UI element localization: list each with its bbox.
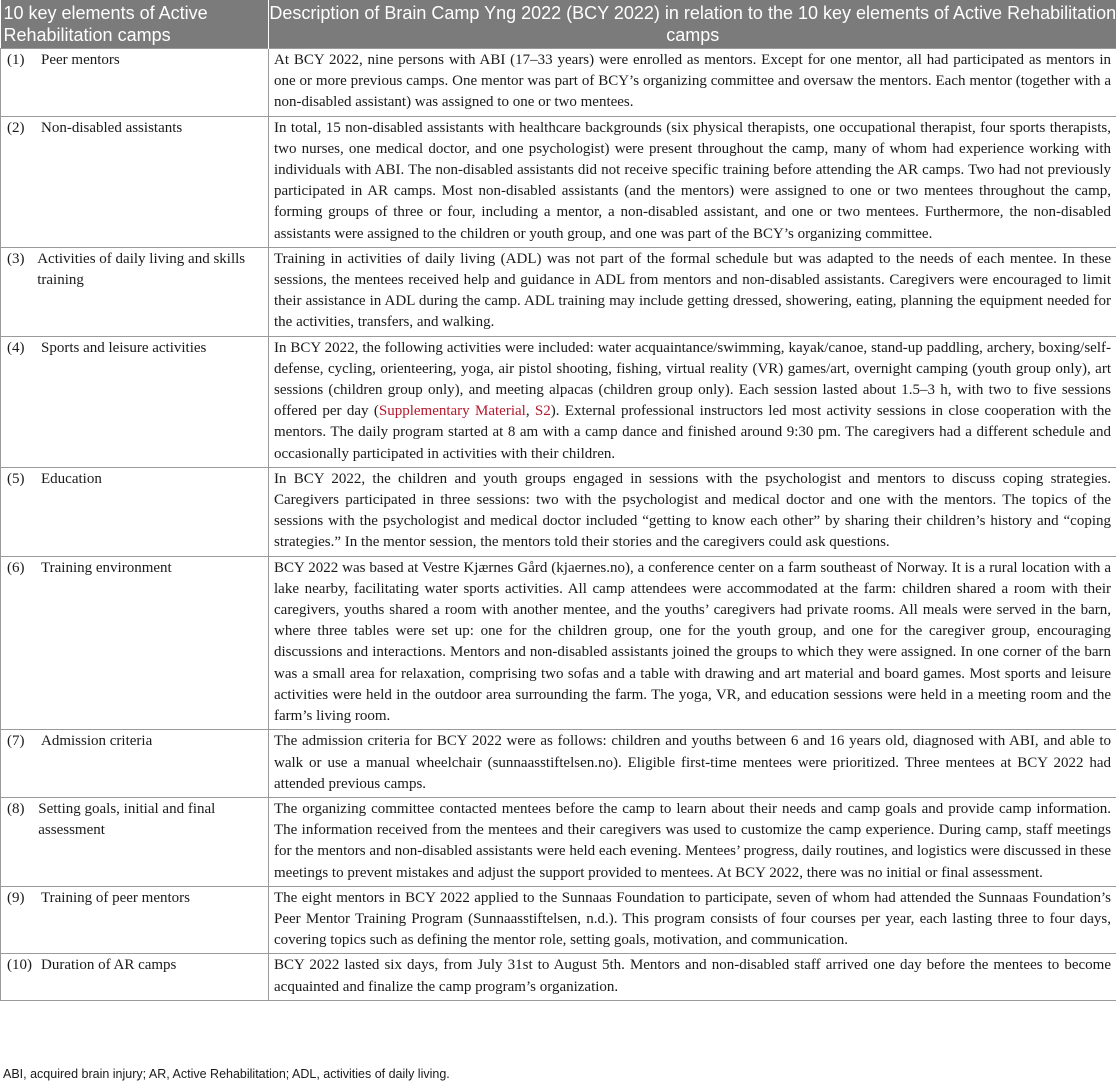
table-footnote: ABI, acquired brain injury; AR, Active Rehabilitation; ADL, activities of daily living. xyxy=(3,1067,450,1081)
table-row xyxy=(1,116,1116,247)
element-cell xyxy=(1,556,269,730)
element-name: Training of peer mentors xyxy=(41,889,191,906)
element-name: Sports and leisure activities xyxy=(41,339,207,356)
description-text: In BCY 2022, the following activities were included: water acquaintance/swimming, kayak/canoe, stand-up paddling, archery, boxing/self-defense, cycling, orienteering, yoga, air pistol shooting, fishing, virtual reality (VR) games/art, overnight camping (youth group only), art sessions (children group only), and meeting alpacas (children group only). Each session lasted about 1.5–3 h, with two to five sessions offered per day ( xyxy=(274,339,1111,420)
element-number: (6) xyxy=(7,559,25,576)
description-cell: BCY 2022 was based at Vestre Kjærnes Gård (kjaernes.no), a conference center on a farm southeast of Norway. It is a rural location with a lake nearby, facilitating water sports activities. All camp attendees were accommodated at the farm: children shared a room with their caregivers, youths shared a room with another mentee, and the youths’ caregivers had private rooms. All meals were served in the barn, where three tables were set up: one for the children group, one for the youth group, and one for the caregiver group, encouraging discussions and interactions. Mentors and non-disabled assistants joined the groups to which they were assigned. In one corner of the barn was a small area for relaxation, comprising two sofas and a table with drawing and art material and board games. Most sports and leisure activities were held in the outdoor area surrounding the farm. The yoga, VR, and education sessions were held in a meeting room and the farm’s living room. xyxy=(269,556,1116,730)
element-number: (3) xyxy=(7,250,25,267)
element-name: Training environment xyxy=(41,559,172,576)
s2-link[interactable]: S2 xyxy=(534,403,551,420)
header-key-elements: 10 key elements of Active Rehabilitation camps xyxy=(1,0,269,49)
table-row xyxy=(1,49,1116,117)
table-row xyxy=(1,556,1116,730)
element-name: Setting goals, initial and final assessment xyxy=(38,800,216,839)
description-cell: In total, 15 non-disabled assistants with healthcare backgrounds (six physical therapists, one occupational therapist, four sports therapists, two nurses, one medical doctor, and one psychologist) were present throughout the camp, many of whom had experience working with individuals with ABI. The non-disabled assistants did not receive specific training before attending the AR camps. Two had not previously participated in AR camps. Most non-disabled assistants (and the mentors) were assigned to one or two mentees throughout the camp, forming groups of three or four, including a mentor, a non-disabled assistant, and one or two mentees. Furthermore, the non-disabled assistants were assigned to the children or youth group, and one was part of the BCY’s organizing committee. xyxy=(269,116,1116,247)
element-name: Activities of daily living and skills training xyxy=(37,250,246,289)
element-cell xyxy=(1,467,269,556)
description-cell: The eight mentors in BCY 2022 applied to the Sunnaas Foundation to participate, seven of whom had attended the Sunnaas Foundation’s Peer Mentor Training Program (Sunnaasstiftelsen, n.d.). This program consists of four courses per year, each lasting three to four days, covering topics such as defining the mentor role, setting goals, motivation, and communication. xyxy=(269,886,1116,954)
element-number: (9) xyxy=(7,889,25,906)
table-header-row xyxy=(1,0,1116,49)
table-row xyxy=(1,467,1116,556)
description-cell: The organizing committee contacted mentees before the camp to learn about their needs and camp goals and provide camp information. The information received from the mentees and their caregivers was used to customize the camp experience. During camp, staff meetings for the mentors and non-disabled assistants were held each evening. Mentees’ progress, daily routines, and logistics were discussed in these meetings to prevent mistakes and adjust the support provided to mentees. At BCY 2022, there was no initial or final assessment. xyxy=(269,797,1116,886)
element-cell xyxy=(1,336,269,467)
supplementary-material-link[interactable]: Supplementary Material xyxy=(378,403,526,420)
reference-separator: , xyxy=(525,403,535,420)
element-number: (2) xyxy=(7,119,25,136)
description-cell: At BCY 2022, nine persons with ABI (17–33 years) were enrolled as mentors. Except for one mentor, all had participated as mentors in one or more previous camps. One mentor was part of BCY’s organizing committee and oversaw the mentors. Each mentor (together with a non-disabled assistant) was assigned to one or two mentees. xyxy=(269,49,1116,117)
element-number: (1) xyxy=(7,52,25,68)
description-cell xyxy=(269,336,1116,467)
element-cell xyxy=(1,954,269,1000)
description-text: ). External professional instructors led most activity sessions in close cooperation with the mentors. The daily program started at 8 am with a camp dance and finished around 9:30 pm. The caregivers had a different schedule and occasionally participated in activities with their children. xyxy=(274,403,1111,462)
element-number: (8) xyxy=(7,800,25,817)
description-cell: Training in activities of daily living (ADL) was not part of the formal schedule but was adapted to the needs of each mentee. In these sessions, the mentees received help and guidance in ADL from mentors and non-disabled assistants. Caregivers were encouraged to limit their assistance in ADL during the camp. ADL training may include getting dressed, showering, eating, planning the equipment needed for the activities, transfers, and walking. xyxy=(269,247,1116,336)
element-name: Admission criteria xyxy=(41,733,153,750)
description-cell: BCY 2022 lasted six days, from July 31st to August 5th. Mentors and non-disabled staff arrived one day before the mentees to become acquainted and finalize the camp program’s organization. xyxy=(269,954,1116,1000)
element-cell xyxy=(1,116,269,247)
table-row xyxy=(1,730,1116,798)
element-name: Non-disabled assistants xyxy=(41,119,183,136)
description-cell: In BCY 2022, the children and youth groups engaged in sessions with the psychologist and mentors to discuss coping strategies. Caregivers participated in three sessions: two with the psychologist and medical doctor and one with the mentors. The topics of the sessions with the psychologist and medical doctor included “getting to know each other” by sharing their children’s history and “coping strategies.” In the mentor session, the mentors told their stories and the caregivers could ask questions. xyxy=(269,467,1116,556)
table-row xyxy=(1,954,1116,1000)
element-name: Peer mentors xyxy=(41,52,120,68)
element-name: Duration of AR camps xyxy=(41,957,177,974)
element-number: (7) xyxy=(7,733,25,750)
element-number: (5) xyxy=(7,470,25,487)
table-row xyxy=(1,247,1116,336)
element-name: Education xyxy=(41,470,102,487)
element-number: (10) xyxy=(7,957,32,974)
table-row xyxy=(1,886,1116,954)
element-cell xyxy=(1,797,269,886)
element-cell xyxy=(1,247,269,336)
element-cell xyxy=(1,886,269,954)
description-cell: The admission criteria for BCY 2022 were as follows: children and youths between 6 and 16 years old, diagnosed with ABI, and able to walk or use a manual wheelchair (sunnaasstiftelsen.no). Eligible first-time mentees were prioritized. Three mentees at BCY 2022 had attended previous camps. xyxy=(269,730,1116,798)
table-row xyxy=(1,797,1116,886)
header-description: Description of Brain Camp Yng 2022 (BCY 2022) in relation to the 10 key elements of Active Rehabilitation camps xyxy=(269,0,1116,49)
element-cell xyxy=(1,730,269,798)
table-row xyxy=(1,336,1116,467)
element-cell xyxy=(1,49,269,117)
element-number: (4) xyxy=(7,339,25,356)
